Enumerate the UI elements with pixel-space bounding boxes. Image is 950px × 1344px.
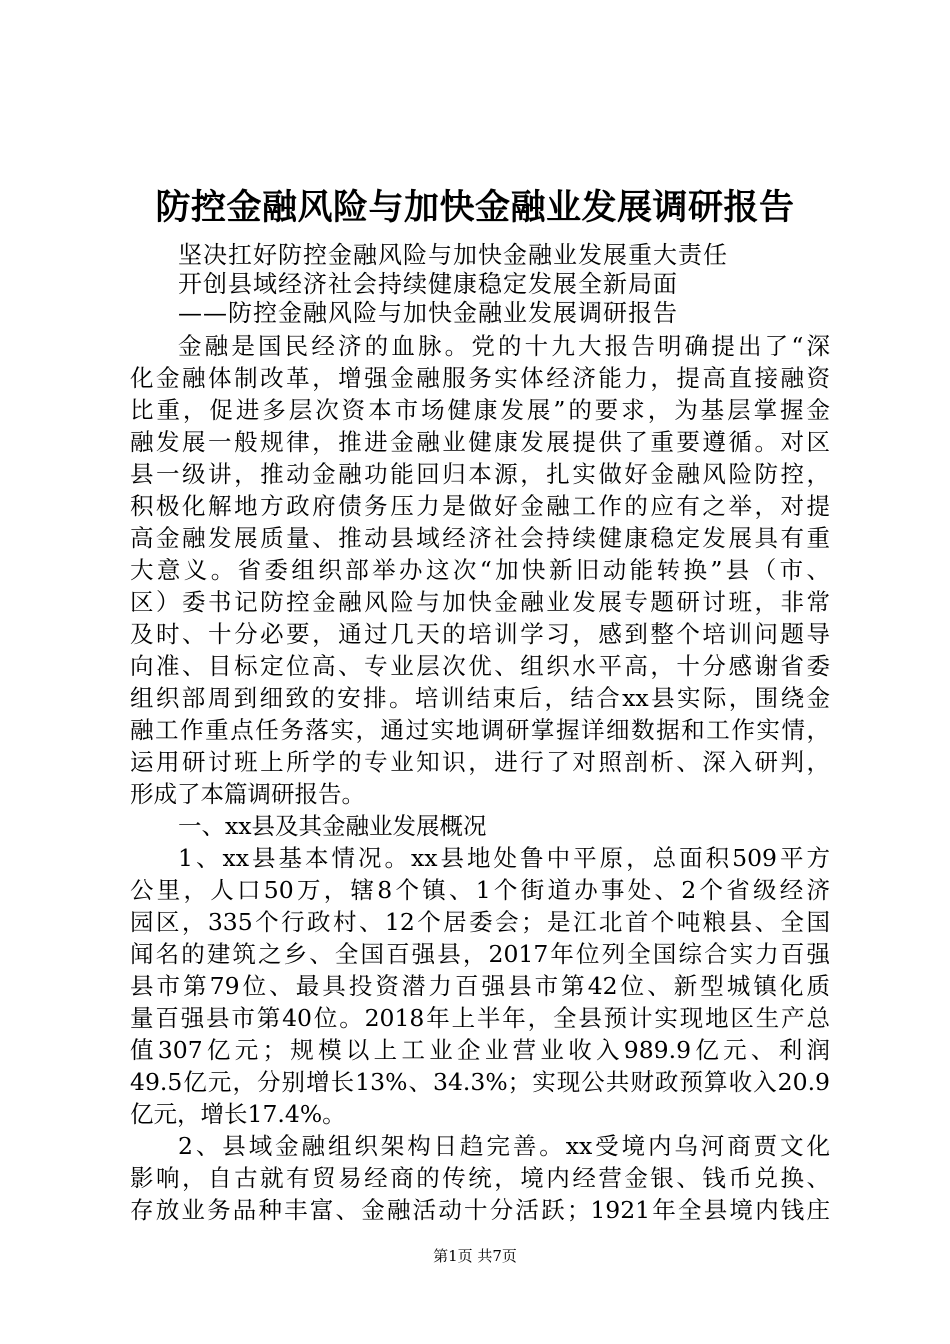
paragraph-line: 闻名的建筑之乡、全国百强县，2017年位列全国综合实力百强 [130, 940, 830, 968]
paragraph-line: 县市第79位、最具投资潜力百强县市第42位、新型城镇化质 [130, 972, 830, 1000]
paragraph-line: 形成了本篇调研报告。 [130, 780, 365, 808]
paragraph-line: 2、县域金融组织架构日趋完善。xx受境内乌河商贾文化 [178, 1132, 830, 1160]
paragraph-line: 融发展一般规律，推进金融业健康发展提供了重要遵循。对区 [130, 428, 830, 456]
section-heading [130, 810, 830, 842]
paragraph-line: 金融是国民经济的血脉。党的十九大报告明确提出了“深 [178, 332, 830, 360]
paragraph-line: 比重，促进多层次资本市场健康发展”的要求，为基层掌握金 [130, 396, 830, 424]
subtitle-line-1: 坚决扛好防控金融风险与加快金融业发展重大责任 [178, 241, 728, 269]
paragraph-line: 49.5亿元，分别增长13%、34.3%；实现公共财政预算收入20.9 [130, 1068, 830, 1096]
section-heading-text: 一、xx县及其金融业发展概况 [178, 812, 487, 840]
subtitle-line-3: ——防控金融风险与加快金融业发展调研报告 [178, 299, 678, 327]
paragraph-intro [130, 330, 830, 810]
paragraph-line: 1、xx县基本情况。xx县地处鲁中平原，总面积509平方 [178, 844, 830, 872]
paragraph-line: 及时、十分必要，通过几天的培训学习，感到整个培训问题导 [130, 620, 830, 648]
page-footer: 第1页 共7页 [433, 1247, 517, 1265]
paragraph-line: 运用研讨班上所学的专业知识，进行了对照剖析、深入研判， [130, 748, 830, 776]
paragraph-line: 存放业务品种丰富、金融活动十分活跃；1921年全县境内钱庄 [130, 1196, 830, 1224]
document-title: 防控金融风险与加快金融业发展调研报告 [155, 187, 795, 228]
paragraph-line: 公里，人口50万，辖8个镇、1个街道办事处、2个省级经济 [130, 876, 830, 904]
paragraph-line: 大意义。省委组织部举办这次“加快新旧动能转换”县（市、 [130, 556, 830, 584]
paragraph-line: 高金融发展质量、推动县域经济社会持续健康稳定发展具有重 [130, 524, 830, 552]
paragraph-basic-info [130, 842, 830, 1130]
paragraph-line: 融工作重点任务落实，通过实地调研掌握详细数据和工作实情， [130, 716, 830, 744]
paragraph-line: 组织部周到细致的安排。培训结束后，结合xx县实际，围绕金 [130, 684, 830, 712]
paragraph-line: 亿元，增长17.4%。 [130, 1100, 346, 1128]
paragraph-line: 积极化解地方政府债务压力是做好金融工作的应有之举，对提 [130, 492, 830, 520]
paragraph-line: 区）委书记防控金融风险与加快金融业发展专题研讨班，非常 [130, 588, 830, 616]
paragraph-line: 量百强县市第40位。2018年上半年，全县预计实现地区生产总 [130, 1004, 830, 1032]
paragraph-line: 县一级讲，推动金融功能回归本源，扎实做好金融风险防控， [130, 460, 830, 488]
subtitle-line-2: 开创县域经济社会持续健康稳定发展全新局面 [178, 270, 678, 298]
paragraph-line: 向准、目标定位高、专业层次优、组织水平高，十分感谢省委 [130, 652, 830, 680]
paragraph-financial-org [130, 1130, 830, 1226]
paragraph-line: 影响，自古就有贸易经商的传统，境内经营金银、钱币兑换、 [130, 1164, 830, 1192]
paragraph-line: 化金融体制改革，增强金融服务实体经济能力，提高直接融资 [130, 364, 830, 392]
paragraph-line: 园区，335个行政村、12个居委会；是江北首个吨粮县、全国 [130, 908, 830, 936]
paragraph-line: 值307亿元；规模以上工业企业营业收入989.9亿元、利润 [130, 1036, 830, 1064]
